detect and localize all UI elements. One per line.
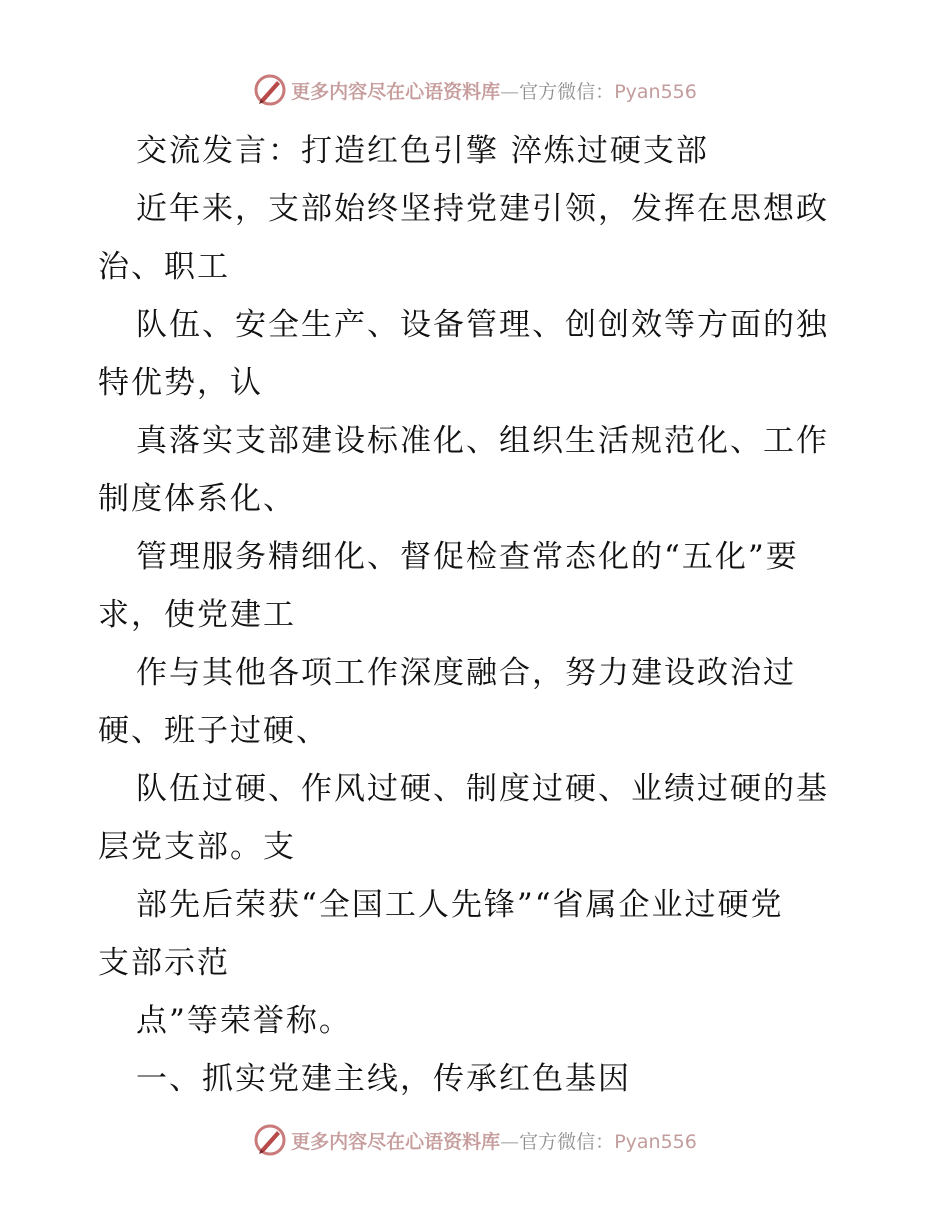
text-line: 作与其他各项工作深度融合，努力建设政治过 (136, 655, 796, 691)
text-line: 治、职工 (98, 249, 230, 285)
header-watermark (0, 70, 950, 110)
text-line: 层党支部。支 (98, 829, 296, 865)
watermark-text: 更多内容尽在心语资料库—官方微信：Pyan556 (291, 1130, 697, 1153)
text-line: 部先后荣获“全国工人先锋”“省属企业过硬党 (136, 887, 784, 923)
text-line: 制度体系化、 (98, 481, 296, 517)
watermark-text: 更多内容尽在心语资料库—官方微信：Pyan556 (291, 80, 697, 103)
text-line: 求，使党建工 (98, 597, 296, 633)
text-line: 点”等荣誉称。 (136, 1003, 352, 1039)
text-line: 特优势，认 (98, 365, 263, 401)
text-line: 真落实支部建设标准化、组织生活规范化、工作 (136, 423, 829, 459)
document-body (98, 122, 858, 1108)
text-line: 队伍过硬、作风过硬、制度过硬、业绩过硬的基 (136, 771, 829, 807)
text-line: 硬、班子过硬、 (98, 713, 329, 749)
document-title: 交流发言：打造红色引擎 淬炼过硬支部 (136, 133, 709, 169)
text-line: 管理服务精细化、督促检查常态化的“五化”要 (136, 539, 799, 575)
pen-logo-icon (253, 73, 287, 107)
text-line: 一、抓实党建主线，传承红色基因 (136, 1061, 631, 1097)
footer-watermark (0, 1120, 950, 1160)
text-line: 近年来，支部始终坚持党建引领，发挥在思想政 (136, 191, 829, 227)
text-line: 队伍、安全生产、设备管理、创创效等方面的独 (136, 307, 829, 343)
text-line: 支部示范 (98, 945, 230, 981)
pen-logo-icon (253, 1123, 287, 1157)
